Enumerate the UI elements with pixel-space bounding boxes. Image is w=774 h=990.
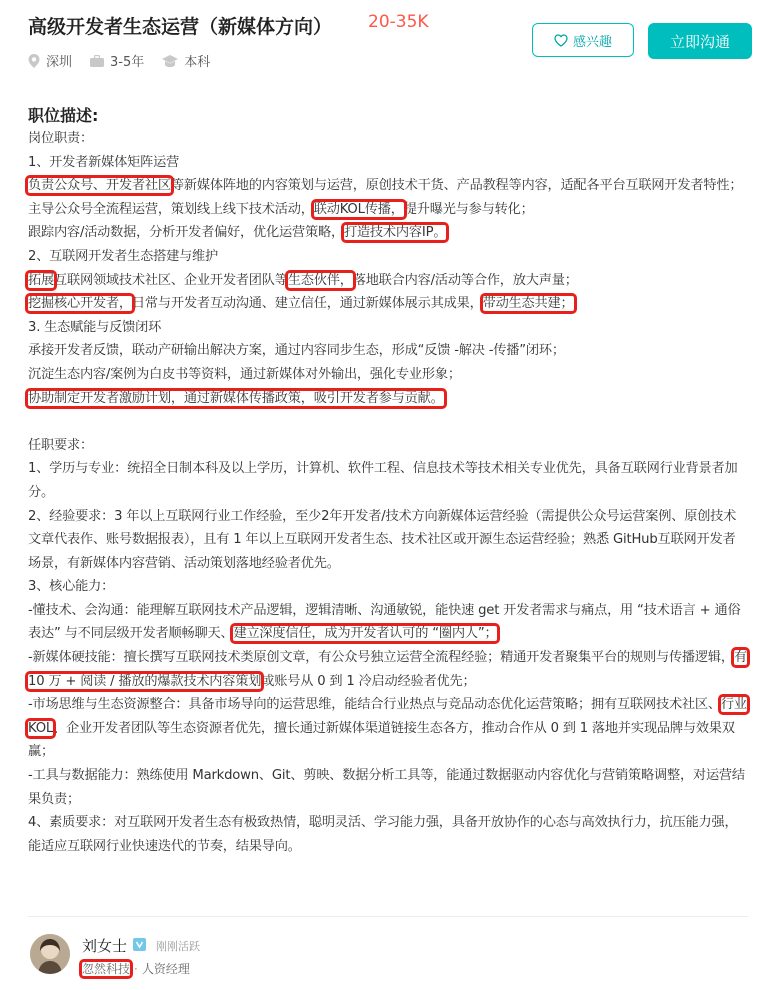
section-1-line-1: 负责公众号、开发者社区等新媒体阵地的内容策划与运营，原创技术干货、产品教程等内容，适配各平台互联网开发者特性； (28, 178, 743, 194)
experience-text: 3-5年 (110, 55, 145, 70)
highlight-mark: 行业 KOL (28, 697, 747, 736)
graduation-cap-icon (162, 55, 178, 67)
highlight-mark: 生态伙伴， (287, 272, 353, 288)
location-text: 深圳 (46, 55, 73, 70)
company-name: 忽然科技 (82, 962, 131, 976)
tag-education (162, 51, 210, 70)
active-status: 刚刚活跃 (156, 939, 201, 953)
requirement-3: 3、核心能力： (28, 579, 115, 595)
divider (28, 916, 748, 917)
avatar-image (30, 934, 70, 974)
education-text: 本科 (184, 55, 211, 70)
requirement-3-a: -懂技术、会沟通：能理解互联网技术产品逻辑，逻辑清晰、沟通敏锐，能快速 get 开发者需求与痛点，用 “技术语言 + 通俗表达” 与不同层级开发者顺畅聊天、建立深度信任，成为开发者认可的 “圈内人”； (28, 602, 741, 642)
verified-icon (133, 937, 146, 955)
section-1-line-2: 主导公众号全流程运营，策划线上线下技术活动，联动KOL传播，提升曝光与参与转化； (28, 201, 534, 217)
section-2-line-2: 挖掘核心开发者，日常与开发者互动沟通、建立信任，通过新媒体展示其成果，带动生态共建； (28, 296, 574, 312)
section-1-line-3: 跟踪内容/活动数据，分析开发者偏好，优化运营策略，打造技术内容IP。 (28, 225, 447, 241)
avatar[interactable] (30, 934, 70, 974)
job-header (0, 0, 774, 90)
section-3-line-2: 沉淀生态内容/案例为白皮书等资料，通过新媒体对外输出，强化专业形象； (28, 366, 461, 382)
job-tags (28, 51, 228, 70)
section-3-line-1: 承接开发者反馈，联动产研输出解决方案，通过内容同步生态，形成“反馈 -解决 -传播”闭环； (28, 343, 565, 359)
section-3-title: 3. 生态赋能与反馈闭环 (28, 319, 162, 335)
highlight-mark: 打造技术内容IP。 (343, 225, 447, 241)
duty-title: 岗位职责： (28, 131, 93, 146)
requirement-3-b: -新媒体硬技能：擅长撰写互联网技术类原创文章，有公众号独立运营全流程经验；精通开发者聚集平台的规则与传播逻辑，有 10 万 + 阅读 / 播放的爆款技术内容策划或账号从 0 到 1 冷启动经验者优先； (28, 650, 747, 689)
section-3-line-3 (28, 387, 748, 411)
highlight-mark: 挖掘核心开发者， (28, 296, 132, 312)
section-2-line-1: 拓展互联网领域技术社区、企业开发者团队等生态伙伴，落地联合内容/活动等合作，放大声量； (28, 272, 578, 288)
job-title: 高级开发者生态运营（新媒体方向） (28, 16, 333, 38)
location-pin-icon (28, 54, 40, 68)
job-description (28, 127, 748, 858)
briefcase-icon (90, 55, 104, 67)
tag-location (28, 51, 72, 70)
heart-icon (554, 34, 568, 47)
interest-label: 感兴趣 (572, 34, 612, 50)
recruiter-info (82, 935, 200, 956)
requirement-2: 2、经验要求：3 年以上互联网行业工作经验，至少2年开发者/技术方向新媒体运营经验（需提供公众号运营案例、原创技术文章代表作、账号数据报表），且有 1 年以上互联网开发者生态、技术社区或开源生态运营经验；熟悉 GitHub互联网开发者场景，有新媒体内容营销、活动策划落地经验者优先。 (28, 508, 737, 571)
highlight-mark: 有 10 万 + 阅读 / 播放的爆款技术内容策划 (28, 650, 747, 689)
job-salary: 20-35K (368, 12, 429, 32)
separator: · (134, 962, 138, 976)
chat-now-button[interactable]: 立即沟通 (648, 23, 752, 59)
recruiter-role: 人资经理 (141, 962, 190, 976)
highlight-mark: 负责公众号、开发者社区 (28, 178, 171, 194)
highlight-mark: 建立深度信任，成为开发者认可的 “圈内人”； (233, 626, 498, 642)
requirements-title: 任职要求： (28, 437, 93, 453)
highlight-mark: 带动生态共建； (482, 296, 574, 312)
highlight-mark: 联动KOL传播， (313, 201, 404, 217)
recruiter-company (82, 960, 190, 977)
requirement-4: 4、素质要求：对互联网开发者生态有极致热情，聪明灵活、学习能力强，具备开放协作的心态与高效执行力，抗压能力强，能适应互联网行业快速迭代的节奏，结果导向。 (28, 815, 738, 854)
requirement-3-d: -工具与数据能力：熟练使用 Markdown、Git、剪映、数据分析工具等，能通过数据驱动内容优化与营销策略调整，对运营结果负责； (28, 768, 745, 807)
requirement-1: 1、学历与专业：统招全日制本科及以上学历，计算机、软件工程、信息技术等技术相关专业优先，具备互联网行业背景者加分。 (28, 461, 738, 500)
requirement-3-c: -市场思维与生态资源整合：具备市场导向的运营思维，能结合行业热点与竞品动态优化运营策略；拥有互联网技术社区、行业 KOL、企业开发者团队等生态资源者优先，擅长通过新媒体渠道链接生态各方，推动合作从 0 到 1 落地并实现品牌与效果双赢； (28, 697, 747, 760)
recruiter-name: 刘女士 (82, 937, 128, 955)
tag-experience (90, 51, 144, 70)
description-heading: 职位描述: (28, 106, 99, 125)
interest-button[interactable] (532, 23, 634, 57)
highlight-mark: 拓展 (28, 272, 54, 288)
section-1-title: 1、开发者新媒体矩阵运营 (28, 154, 180, 170)
highlight-mark: 协助制定开发者激励计划，通过新媒体传播政策，吸引开发者参与贡献。 (28, 390, 444, 406)
section-2-title: 2、互联网开发者生态搭建与维护 (28, 248, 219, 264)
